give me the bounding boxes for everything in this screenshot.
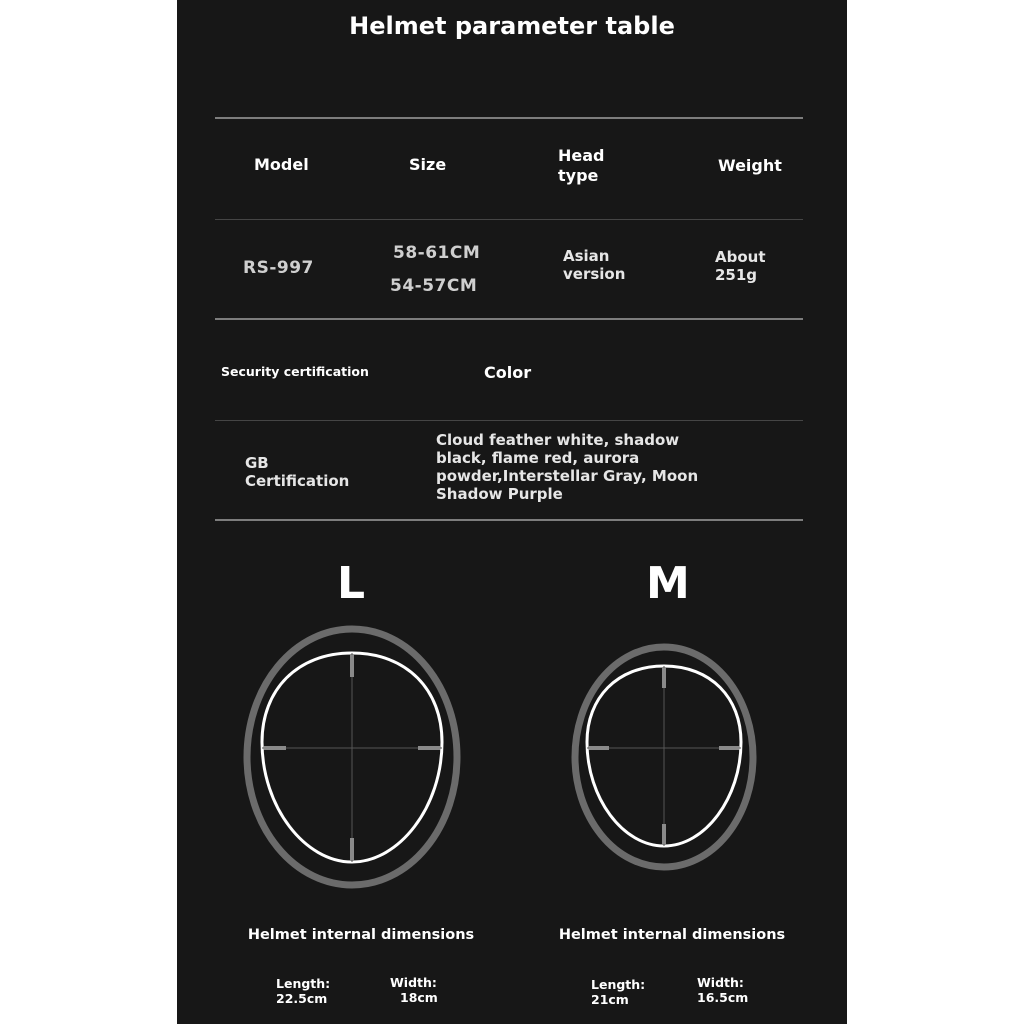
length-value-l: 22.5cm (276, 991, 328, 1006)
size-letter-l: L (337, 558, 366, 609)
caption-m: Helmet internal dimensions (558, 927, 786, 943)
helmet-outline-m (569, 642, 763, 874)
table1-header-divider (215, 219, 803, 220)
weight-value: About 251g (715, 248, 766, 284)
helmet-outline-l (239, 622, 469, 892)
page-title: Helmet parameter table (349, 12, 675, 40)
length-label-m: Length: (591, 977, 646, 992)
width-label-m: Width: (697, 975, 744, 990)
header-model: Model (254, 155, 309, 174)
header-head-type: Head type (558, 146, 605, 185)
length-l (276, 976, 330, 1006)
table2-bottom-rule (215, 519, 803, 521)
header-certification: Security certification (221, 364, 369, 379)
caption-l: Helmet internal dimensions (247, 927, 475, 943)
width-value-m: 16.5cm (697, 990, 749, 1005)
length-label-l: Length: (276, 976, 331, 991)
table1-bottom-rule (215, 318, 803, 320)
table2-header-divider (215, 420, 803, 421)
header-color: Color (484, 363, 532, 382)
table-top-rule (215, 117, 803, 119)
certification-value: GB Certification (245, 454, 350, 490)
color-value: Cloud feather white, shadow black, flame red, aurora powder,Interstellar Gray, Moon Shadow Purple (436, 431, 699, 503)
width-value-l: 18cm (400, 990, 438, 1005)
length-value-m: 21cm (591, 992, 629, 1007)
length-m (591, 977, 645, 1007)
width-label-l: Width: (390, 975, 437, 990)
head-type-value: Asian version (563, 247, 626, 283)
size-value-medium: 54-57CM (390, 276, 478, 296)
parameter-panel (177, 0, 847, 1024)
size-value-large: 58-61CM (393, 243, 481, 263)
header-size: Size (409, 155, 447, 174)
model-value: RS-997 (243, 258, 314, 278)
width-l (390, 975, 438, 1005)
header-weight: Weight (718, 156, 782, 175)
size-letter-m: M (646, 558, 690, 609)
width-m (697, 975, 748, 1005)
